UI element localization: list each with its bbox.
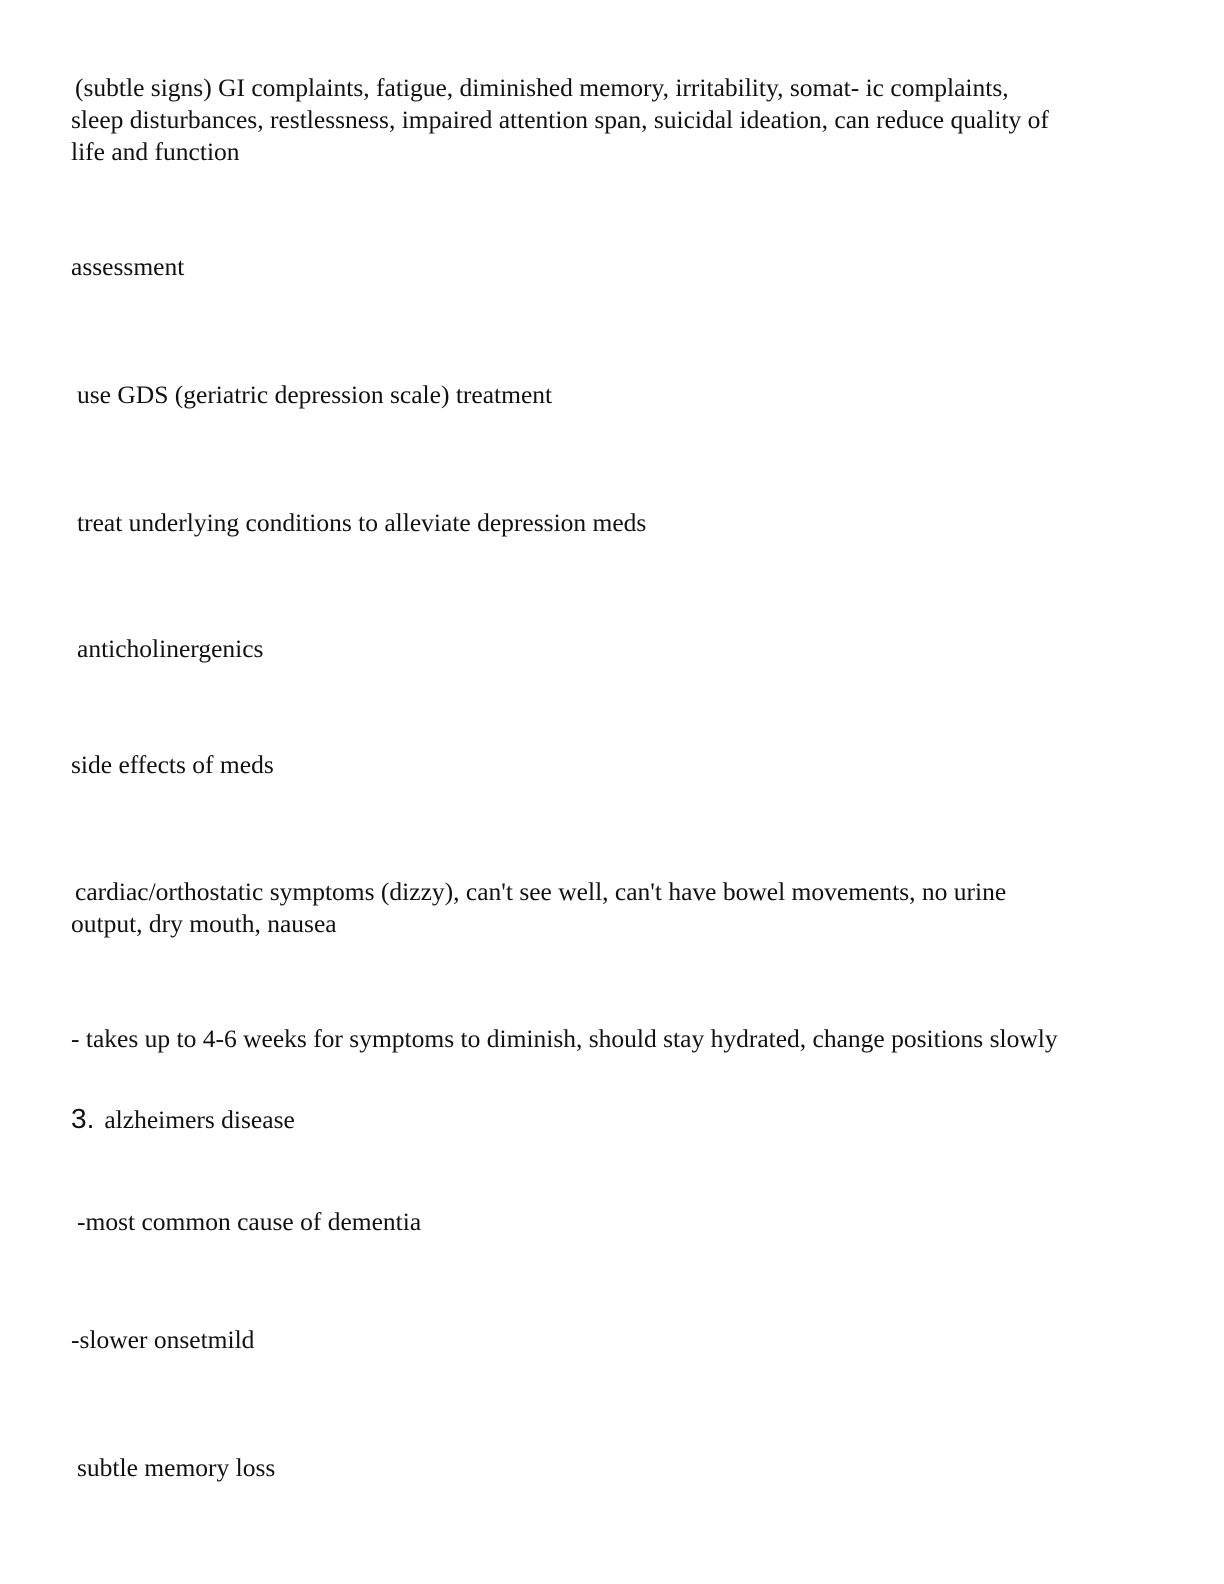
subtle-signs-line-2: sleep disturbances, restlessness, impaired attention span, suicidal ideation, can reduce quality of bbox=[71, 105, 1049, 134]
subtle-memory-line: subtle memory loss bbox=[77, 1453, 276, 1482]
item-3-number: 3. bbox=[71, 1103, 95, 1134]
subtle-signs-line-3: life and function bbox=[71, 137, 240, 166]
item-3-label: alzheimers disease bbox=[104, 1105, 295, 1134]
subtle-signs-paragraph bbox=[71, 72, 1151, 168]
subtle-signs-line-1: (subtle signs) GI complaints, fatigue, diminished memory, irritability, somat- ic complaints, bbox=[75, 73, 1009, 102]
anticholinergenics-line: anticholinergenics bbox=[77, 634, 264, 663]
cardiac-line-1: cardiac/orthostatic symptoms (dizzy), can't see well, can't have bowel movements, no urine bbox=[75, 877, 1007, 906]
item-3-heading bbox=[71, 1103, 1151, 1136]
assessment-heading: assessment bbox=[71, 252, 185, 281]
cardiac-line-2: output, dry mouth, nausea bbox=[71, 909, 337, 938]
side-effects-heading: side effects of meds bbox=[71, 750, 274, 779]
treat-line: treat underlying conditions to alleviate depression meds bbox=[77, 508, 647, 537]
slower-onset-line: -slower onsetmild bbox=[71, 1325, 255, 1354]
cardiac-paragraph bbox=[71, 876, 1151, 940]
most-common-line: -most common cause of dementia bbox=[77, 1207, 422, 1236]
gds-line: use GDS (geriatric depression scale) treatment bbox=[77, 380, 553, 409]
takes-up-line: - takes up to 4-6 weeks for symptoms to diminish, should stay hydrated, change positions slowly bbox=[71, 1024, 1058, 1053]
